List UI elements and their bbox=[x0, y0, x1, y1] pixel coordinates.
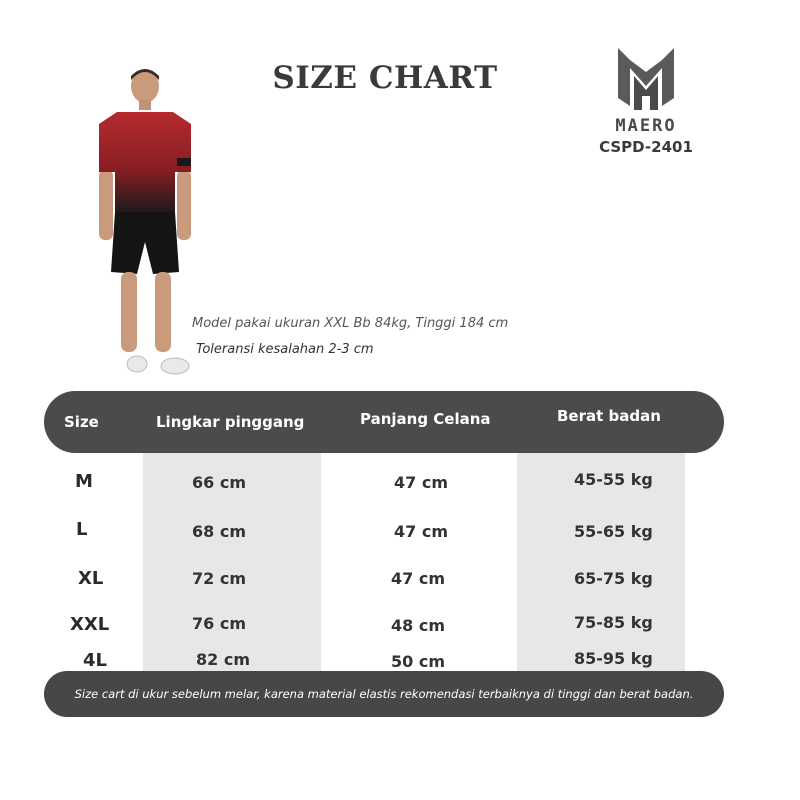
maero-logo-icon bbox=[614, 46, 678, 112]
table-cell-size: M bbox=[75, 471, 93, 492]
table-header bbox=[44, 391, 724, 453]
table-cell-waist: 66 cm bbox=[192, 473, 246, 492]
table-cell-length: 47 cm bbox=[394, 522, 448, 541]
table-cell-size: 4L bbox=[83, 650, 107, 671]
footer-note: Size cart di ukur sebelum melar, karena material elastis rekomendasi terbaiknya di tinggi dan berat badan. bbox=[44, 671, 724, 717]
header-waist: Lingkar pinggang bbox=[156, 413, 305, 431]
brand-logo bbox=[596, 46, 696, 156]
page-title: SIZE CHART bbox=[272, 60, 498, 96]
tolerance-note: Toleransi kesalahan 2-3 cm bbox=[196, 342, 374, 357]
brand-name: MAERO bbox=[615, 116, 677, 136]
header-size: Size bbox=[64, 413, 99, 431]
model-photo bbox=[95, 62, 195, 380]
table-cell-waist: 68 cm bbox=[192, 522, 246, 541]
table-cell-weight: 75-85 kg bbox=[574, 613, 653, 632]
table-cell-waist: 82 cm bbox=[196, 650, 250, 669]
table-cell-length: 50 cm bbox=[391, 652, 445, 671]
table-cell-waist: 76 cm bbox=[192, 614, 246, 633]
table-cell-weight: 65-75 kg bbox=[574, 569, 653, 588]
table-cell-size: XXL bbox=[70, 614, 110, 635]
product-code: CSPD-2401 bbox=[599, 138, 693, 156]
table-cell-length: 47 cm bbox=[391, 569, 445, 588]
table-cell-length: 48 cm bbox=[391, 616, 445, 635]
table-cell-length: 47 cm bbox=[394, 473, 448, 492]
table-cell-weight: 55-65 kg bbox=[574, 522, 653, 541]
table-cell-weight: 45-55 kg bbox=[574, 470, 653, 489]
table-cell-size: XL bbox=[78, 568, 104, 589]
header-length: Panjang Celana bbox=[360, 410, 491, 428]
table-cell-waist: 72 cm bbox=[192, 569, 246, 588]
model-note: Model pakai ukuran XXL Bb 84kg, Tinggi 184 cm bbox=[192, 316, 509, 331]
table-cell-size: L bbox=[76, 519, 88, 540]
table-cell-weight: 85-95 kg bbox=[574, 649, 653, 668]
header-weight: Berat badan bbox=[557, 407, 661, 425]
